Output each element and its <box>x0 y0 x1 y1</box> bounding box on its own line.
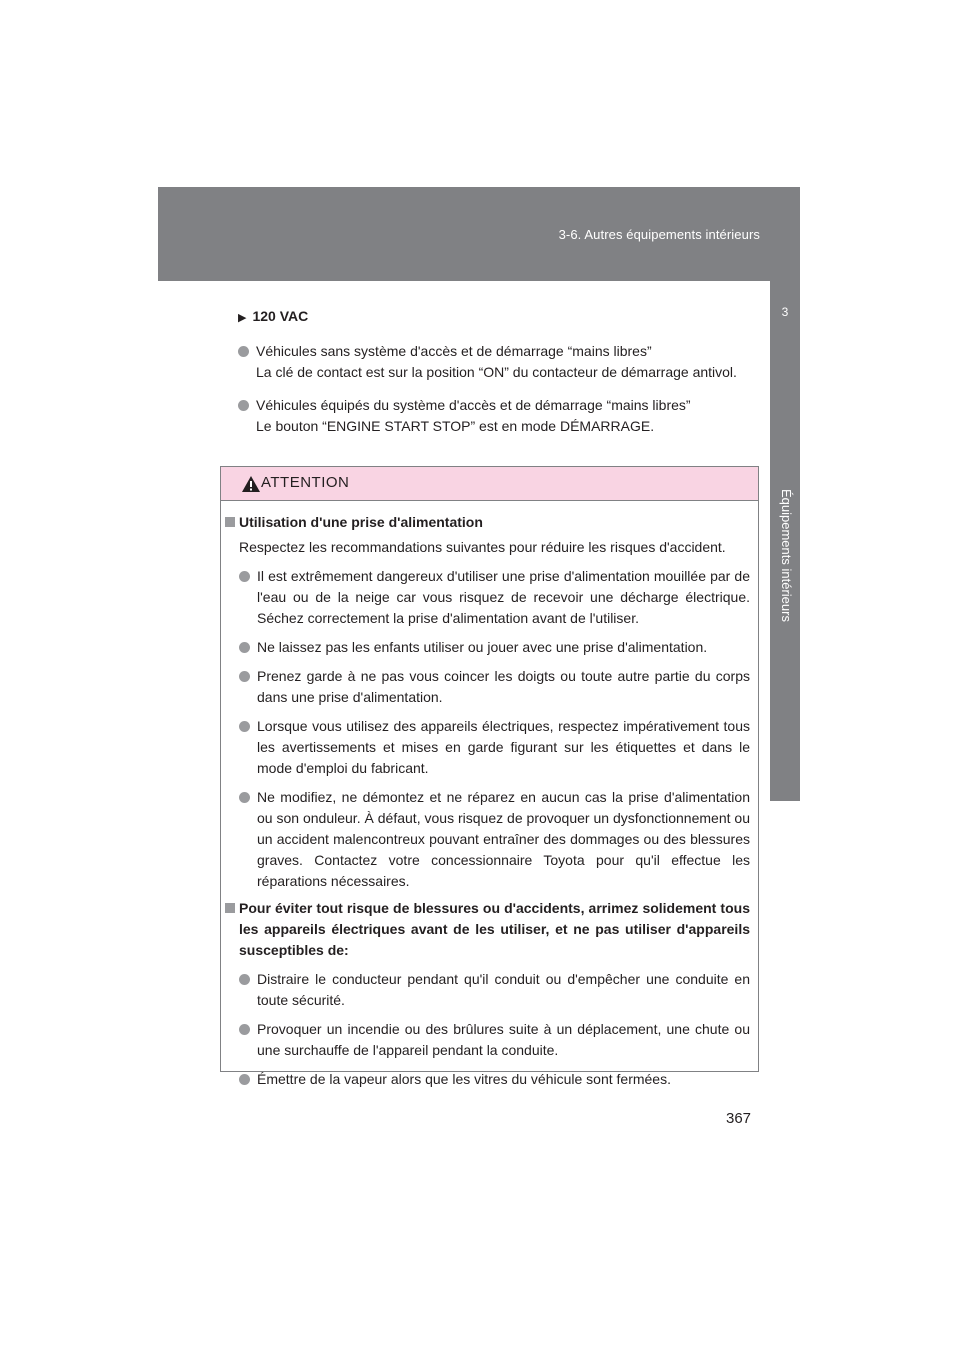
warning-body <box>221 501 758 1090</box>
intro-item <box>230 341 760 383</box>
intro-item <box>230 395 760 437</box>
square-bullet-icon <box>225 517 235 527</box>
bullet-icon <box>239 1074 250 1085</box>
warning-item <box>225 969 750 1011</box>
warning-item <box>225 1069 750 1090</box>
bullet-icon <box>239 721 250 732</box>
warning-section-title <box>225 898 750 961</box>
warning-item-text: Ne laissez pas les enfants utiliser ou jouer avec une prise d'alimentation. <box>257 639 708 655</box>
warning-item-text: Ne modifiez, ne démontez et ne réparez en aucun cas la prise d'alimentation ou son onduleur. À défaut, vous risquez de provoquer un dysfonctionnement ou un accident malencontreux pouvant entraîner des dommages ou des blessures graves. Contactez votre concessionnaire Toyota pour qu'il effectue les réparations nécessaires. <box>257 789 750 889</box>
warning-item <box>225 716 750 779</box>
warning-item <box>225 787 750 892</box>
warning-item <box>225 1019 750 1061</box>
intro-item-text: Véhicules sans système d'accès et de démarrage “mains libres” La clé de contact est sur la position “ON” du contacteur de démarrage antivol. <box>256 343 737 380</box>
section-title-text: Pour éviter tout risque de blessures ou d'accidents, arrimez solidement tous les appareils électriques avant de les utiliser, et ne pas utiliser d'appareils susceptibles de: <box>239 900 750 958</box>
bullet-icon <box>239 792 250 803</box>
chapter-label: Équipements intérieurs <box>779 489 794 622</box>
chapter-side-tab <box>770 281 800 801</box>
bullet-icon <box>238 346 249 357</box>
warning-item <box>225 666 750 708</box>
warning-box <box>220 466 759 1087</box>
warning-header <box>221 467 758 501</box>
section-title: 3-6. Autres équipements intérieurs <box>558 227 760 242</box>
bullet-icon <box>238 400 249 411</box>
warning-item-text: Provoquer un incendie ou des brûlures suite à un déplacement, une chute ou une surchauffe de l'appareil pendant la conduite. <box>257 1021 750 1058</box>
warning-item-text: Émettre de la vapeur alors que les vitres du véhicule sont fermées. <box>257 1071 671 1087</box>
intro-heading-text: 120 VAC <box>252 308 309 324</box>
bullet-icon <box>239 974 250 985</box>
warning-item-text: Il est extrêmement dangereux d'utiliser une prise d'alimentation mouillée par de l'eau ou de la neige car vous risquez de recevoir une décharge électrique. Séchez correctement la prise d'alimentation avant de l'utiliser. <box>257 568 750 626</box>
chapter-number: 3 <box>781 305 789 319</box>
triangle-right-icon: ▶ <box>238 312 247 324</box>
section-title-text: Utilisation d'une prise d'alimentation <box>239 514 483 530</box>
warning-section-title <box>225 512 750 533</box>
warning-item <box>225 566 750 629</box>
warning-item-text: Prenez garde à ne pas vous coincer les doigts ou toute autre partie du corps dans une prise d'alimentation. <box>257 668 750 705</box>
warning-item-text: Lorsque vous utilisez des appareils électriques, respectez impérativement tous les avertissements et mises en garde figurant sur les étiquettes et dans le mode d'emploi du fabricant. <box>257 718 750 776</box>
page-number: 367 <box>726 1110 752 1127</box>
warning-item <box>225 637 750 658</box>
warning-triangle-icon <box>241 475 261 493</box>
warning-item-text: Distraire le conducteur pendant qu'il conduit ou d'empêcher une conduite en toute sécurité. <box>257 971 750 1008</box>
warning-label: ATTENTION <box>261 474 350 491</box>
bullet-icon <box>239 642 250 653</box>
intro-item-text: Véhicules équipés du système d'accès et de démarrage “mains libres” Le bouton “ENGINE START STOP” est en mode DÉMARRAGE. <box>256 397 691 434</box>
intro-block <box>230 306 760 437</box>
intro-heading <box>238 306 760 329</box>
square-bullet-icon <box>225 903 235 913</box>
section-intro: Respectez les recommandations suivantes pour réduire les risques d'accident. <box>239 539 726 555</box>
bullet-icon <box>239 1024 250 1035</box>
bullet-icon <box>239 571 250 582</box>
header-bar <box>158 187 800 281</box>
bullet-icon <box>239 671 250 682</box>
